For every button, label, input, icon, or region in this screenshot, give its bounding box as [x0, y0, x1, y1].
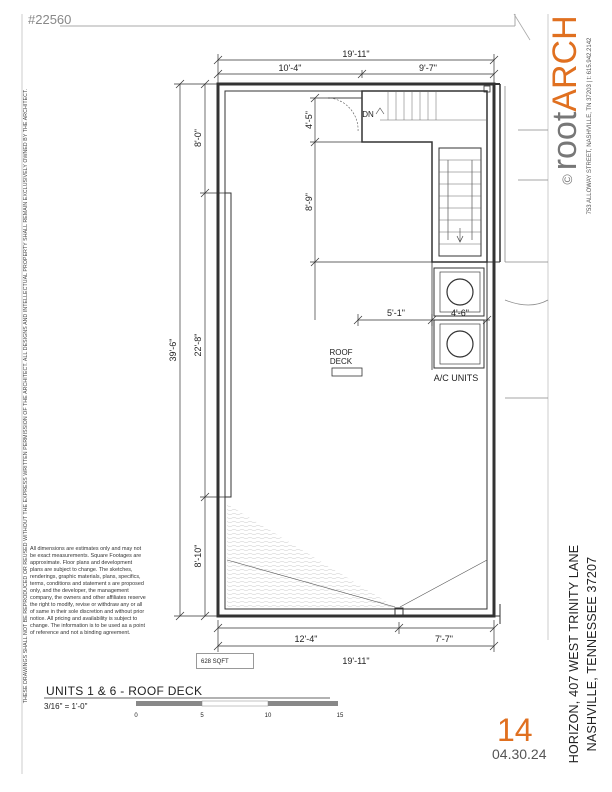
- dim-top-right: 9'-7": [419, 63, 437, 73]
- dim-left-bottom: 8'-10": [193, 544, 203, 568]
- copyright-notice: THESE DRAWINGS SHALL NOT BE REPRODUCED OR REUSED WITHOUT THE EXPRESS WRITTEN PERMISSION OF THE ARCHITECT. ALL DESIGNS AND INTELLECTUAL PROPERTY SHALL REMAIN EXCLUSIVELY OWNED BY THE ARCHITECT.: [23, 88, 29, 704]
- issue-date: 04.30.24: [492, 746, 547, 762]
- scale-text: 3/16" = 1'-0": [44, 702, 88, 711]
- stair-enclosure: [328, 86, 490, 262]
- scale-tick-10: 10: [264, 713, 272, 719]
- dim-top-left: 10'-4": [278, 63, 302, 73]
- project-number: #22560: [28, 12, 72, 27]
- adjacent-unit: [505, 86, 548, 398]
- scale-tick-5: 5: [200, 713, 204, 719]
- dim-inner-middle: 8'-9": [304, 193, 314, 211]
- drawing-title: UNITS 1 & 6 - ROOF DECK: [46, 684, 203, 698]
- dim-overall-height: 39'-6": [168, 338, 178, 362]
- scale-tick-15: 15: [336, 713, 344, 719]
- dim-bottom-right: 7'-7": [435, 634, 453, 644]
- stair-down-label: DN: [362, 110, 374, 119]
- project-address-line2: NASHVILLE, TENNESSEE 37207: [585, 556, 599, 752]
- dim-ac-width: 4'-6": [451, 308, 469, 318]
- disclaimer-text: All dimensions are estimates only and may not be exact measurements. Square Footages are approximate. Floor plans and development plans are subject to change. The sketches, renderings, graphic materials, plans, specifics, terms, conditions and statement s are proposed only, and the developer, the management company, the owners and other affiliates reserve the right to modify, revise or withdraw any or all of same in their sole discretion and without prior notice. All pricing and availability is subject to change. The information is to be used as a point of reference and not a binding agreement.: [30, 546, 146, 636]
- brand-arch: ARCH: [545, 15, 584, 112]
- brand-root: root: [545, 111, 584, 171]
- scale-bar: [134, 701, 344, 719]
- wall-element: [225, 193, 231, 497]
- sheet-number: 14: [497, 712, 533, 748]
- dim-top-total: 19'-11": [342, 49, 370, 59]
- dim-bottom-total: 19'-11": [342, 656, 370, 666]
- brand-logo: [545, 15, 584, 185]
- dim-inner-top: 4'-5": [304, 111, 314, 129]
- ac-units-label: A/C UNITS: [433, 373, 479, 383]
- firm-address: 753 ALLOWAY STREET, NASHVILLE, TN 37203 | t: 615.942.2142: [587, 37, 593, 215]
- project-address-line1: HORIZON, 407 WEST TRINITY LANE: [567, 544, 581, 764]
- square-footage: 628 SQFT: [196, 653, 254, 669]
- roof-deck-label-line1: ROOF: [329, 348, 353, 357]
- hatch-area: [227, 504, 395, 607]
- dim-left-middle: 22'-8": [193, 333, 203, 357]
- roof-deck-label-line2: DECK: [329, 357, 353, 366]
- scale-tick-0: 0: [134, 713, 138, 719]
- dim-left-top: 8'-0": [193, 129, 203, 147]
- dim-inner-horizontal: 5'-1": [387, 308, 405, 318]
- dim-bottom-left: 12'-4": [294, 634, 318, 644]
- roof-deck-marker: [332, 368, 362, 376]
- copyright-symbol: ©: [559, 174, 576, 185]
